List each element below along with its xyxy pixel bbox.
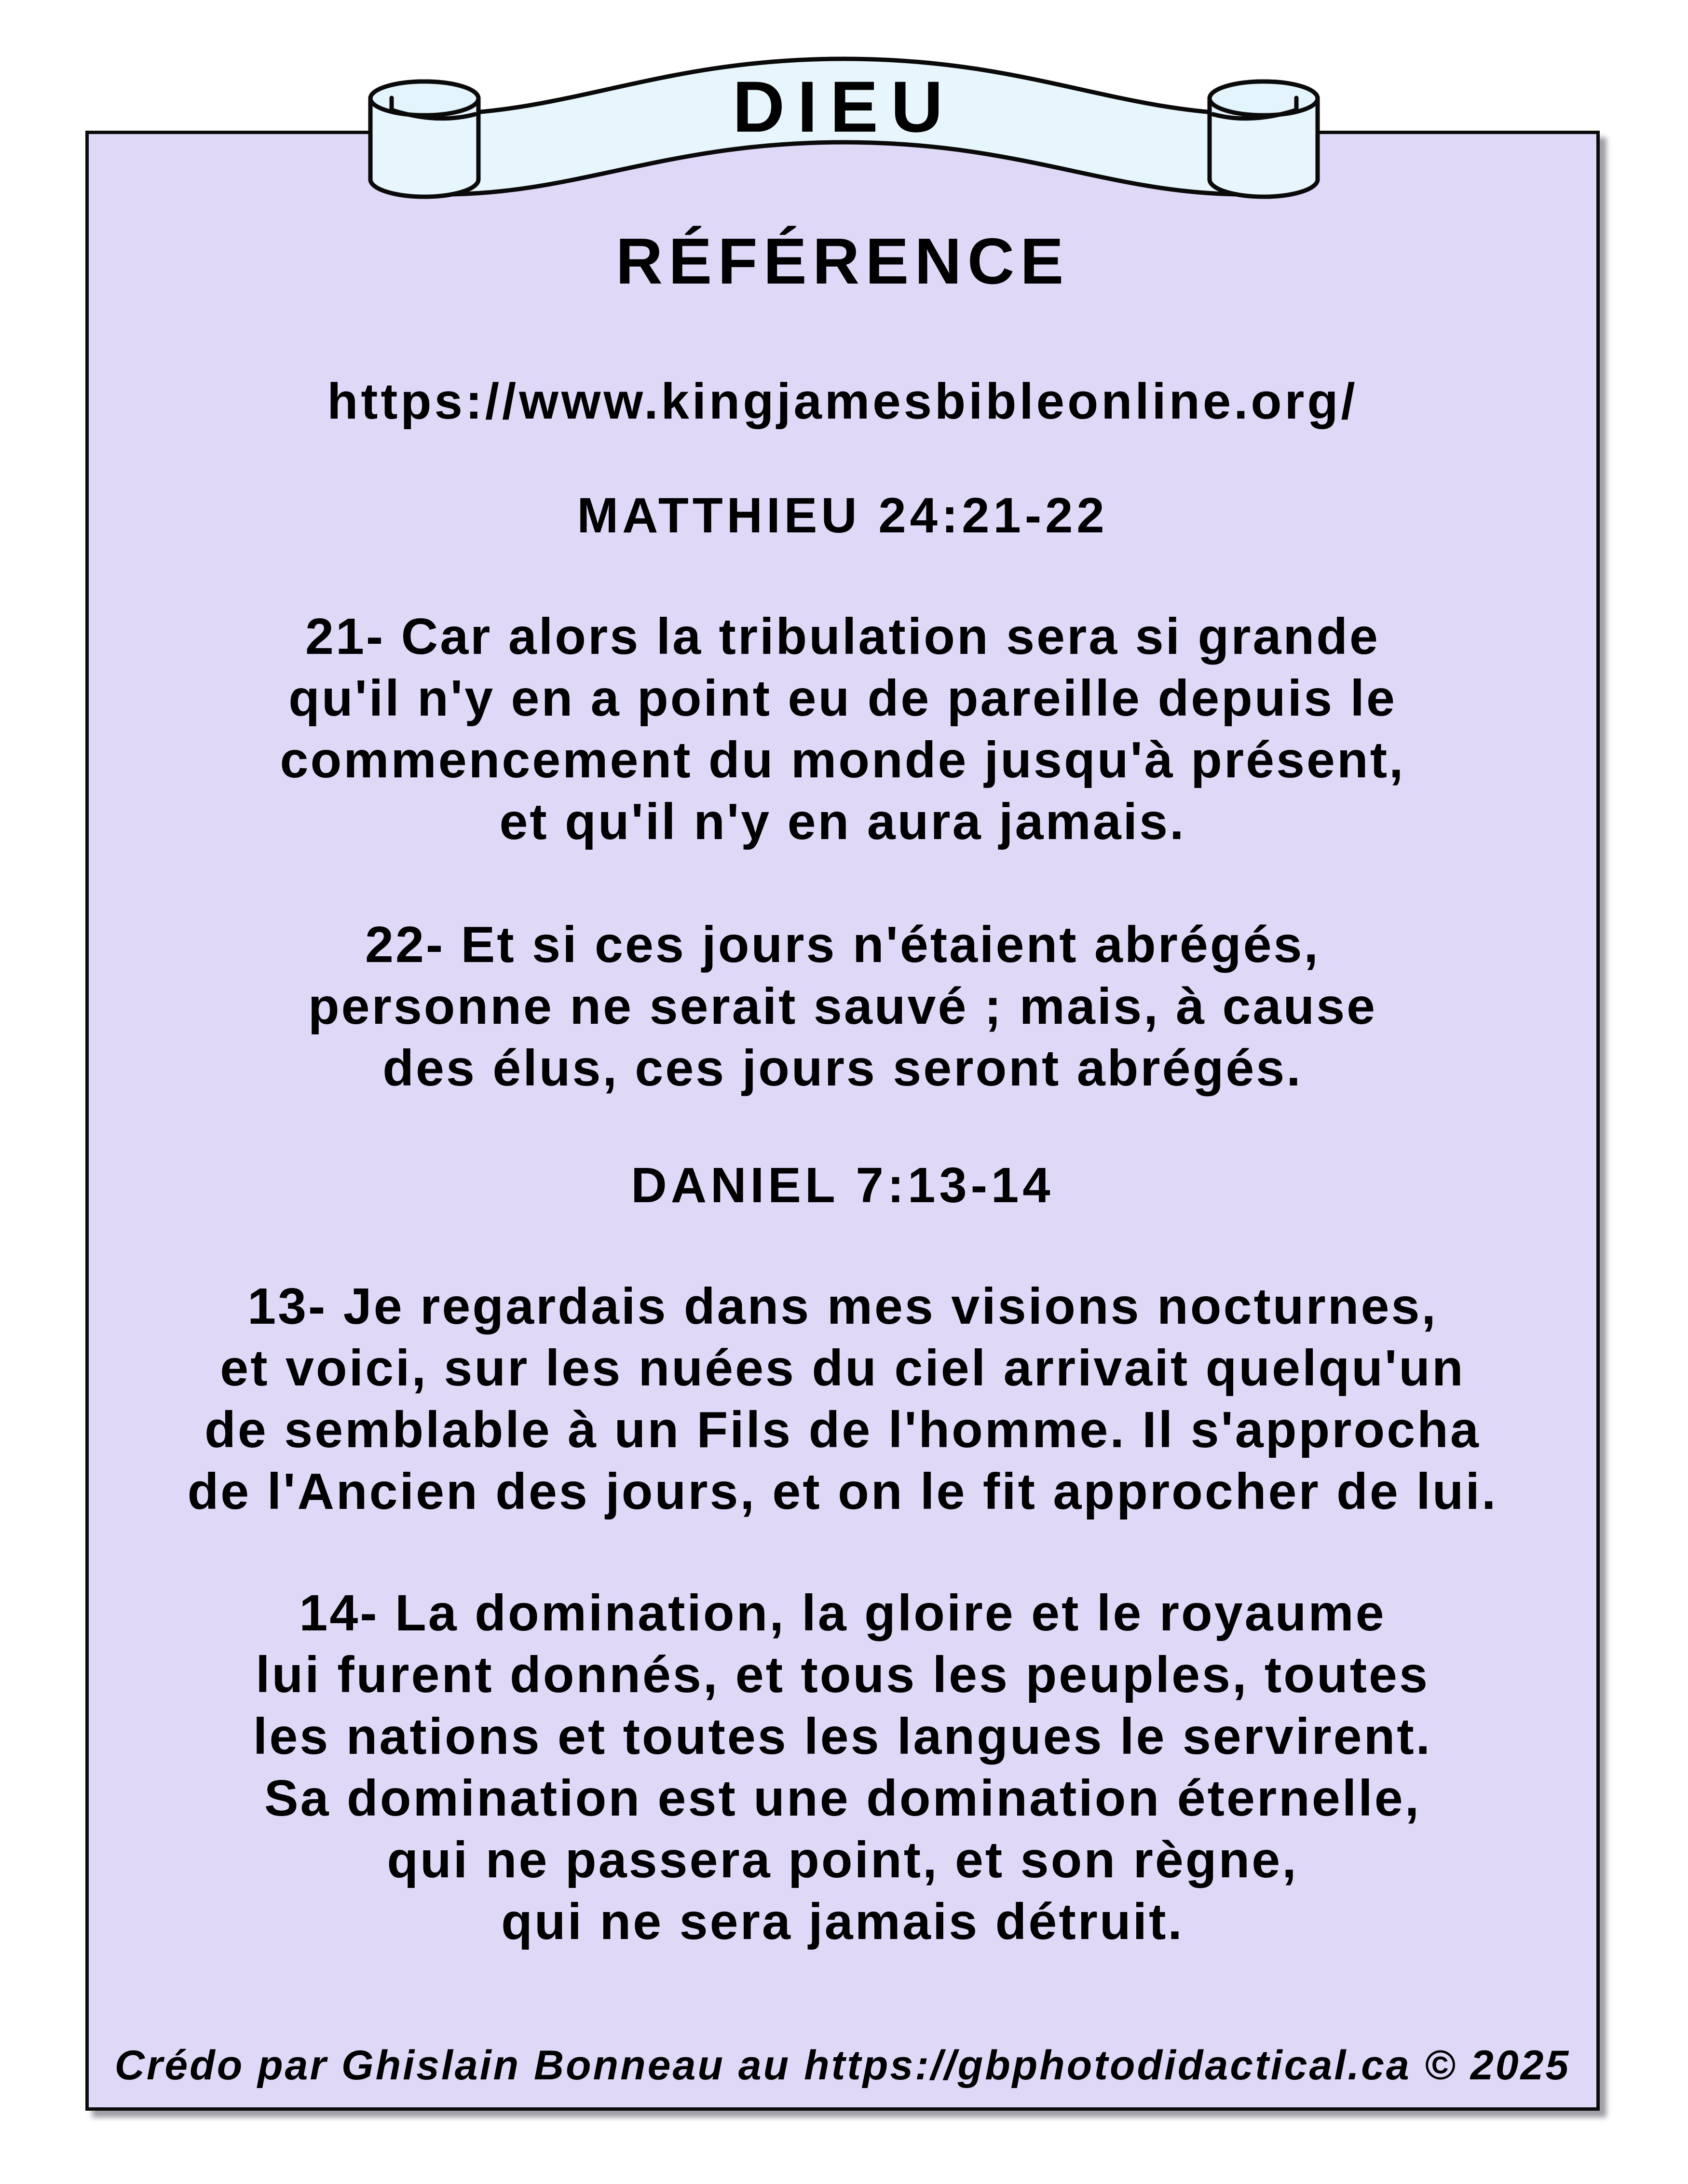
verse-matthieu-21	[89, 606, 1596, 853]
verse-line: commencement du monde jusqu'à présent,	[280, 732, 1405, 788]
verse-line: Sa domination est une domination éternelle,	[264, 1770, 1421, 1827]
verse-line: qu'il n'y en a point eu de pareille depuis le	[288, 670, 1397, 727]
verse-line: des élus, ces jours seront abrégés.	[382, 1040, 1303, 1097]
verse-line: de l'Ancien des jours, et on le fit approcher de lui.	[187, 1463, 1498, 1520]
scroll-banner	[357, 41, 1331, 207]
verse-matthieu-22	[89, 914, 1596, 1099]
verse-line: les nations et toutes les langues le servirent.	[253, 1708, 1432, 1765]
verse-line: de semblable à un Fils de l'homme. Il s'approcha	[204, 1401, 1481, 1458]
verse-line: 21- Car alors la tribulation sera si grande	[305, 608, 1380, 665]
credit-line: Crédo par Ghislain Bonneau au https://gbphotodidactical.ca © 2025	[114, 2042, 1571, 2089]
verse-line: personne ne serait sauvé ; mais, à cause	[308, 978, 1377, 1035]
verse-line: qui ne passera point, et son règne,	[387, 1831, 1298, 1888]
banner-left-curl-icon	[370, 81, 478, 197]
reference-panel	[85, 131, 1600, 2111]
verse-line: qui ne sera jamais détruit.	[501, 1893, 1184, 1950]
verse-line: et qu'il n'y en aura jamais.	[499, 793, 1186, 850]
verse-daniel-13	[89, 1275, 1596, 1522]
verse-line: lui furent donnés, et tous les peuples, toutes	[256, 1646, 1429, 1703]
verse-line: et voici, sur les nuées du ciel arrivait quelqu'un	[220, 1340, 1465, 1397]
banner-title: DIEU	[732, 66, 956, 147]
verse-line: 13- Je regardais dans mes visions nocturnes,	[247, 1278, 1438, 1335]
verse-line: 22- Et si ces jours n'étaient abrégés,	[365, 916, 1320, 973]
page-title: RÉFÉRENCE	[615, 225, 1070, 298]
verse-daniel-14	[89, 1582, 1596, 1953]
banner-right-curl-icon	[1210, 81, 1318, 197]
verse-line: 14- La domination, la gloire et le royaume	[299, 1585, 1386, 1641]
source-url: https://www.kingjamesbibleonline.org/	[327, 373, 1358, 430]
section-heading-matthieu: MATTHIEU 24:21-22	[577, 488, 1108, 543]
section-heading-daniel: DANIEL 7:13-14	[631, 1157, 1054, 1213]
